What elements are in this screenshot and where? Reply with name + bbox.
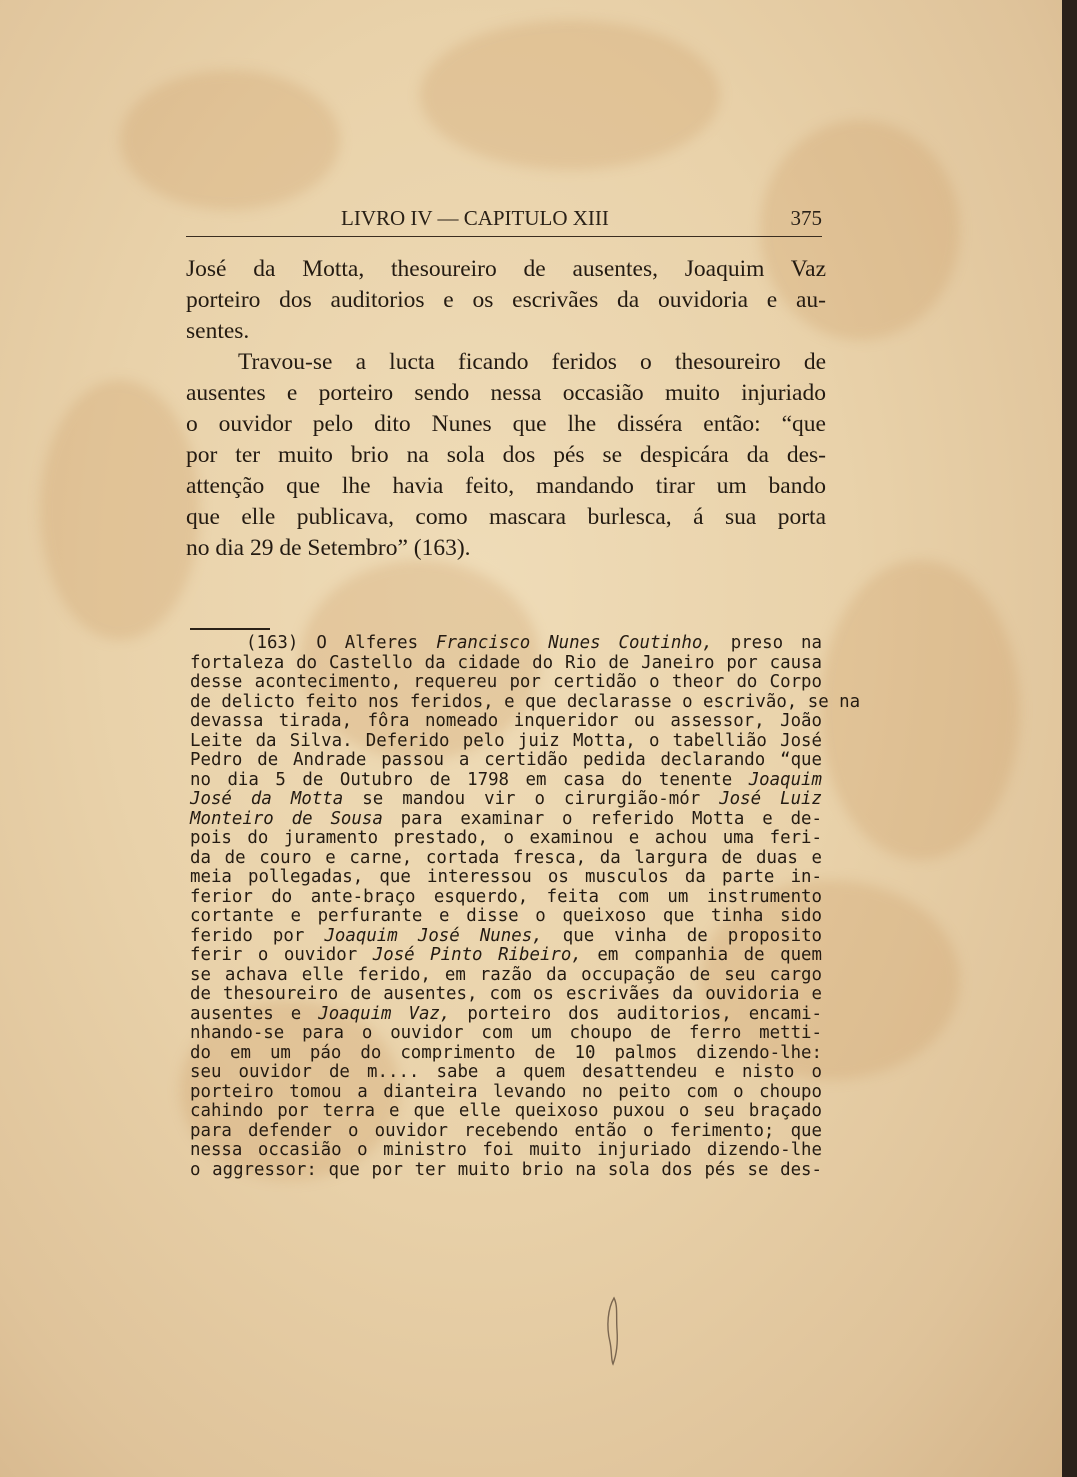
footnote-line: ausentes e Joaquim Vaz, porteiro dos auditorios, encami- <box>190 1003 823 1024</box>
footnote-line: pois do juramento prestado, o examinou e achou uma feri- <box>190 828 822 848</box>
body-text <box>186 254 826 564</box>
footnote-line: desse acontecimento, requereu por certidão o theor do Corpo <box>190 672 822 692</box>
footnote-line: o aggressor: que por ter muito brio na sola dos pés se des- <box>190 1159 822 1180</box>
body-line: que elle publicava, como mascara burlesca, á sua porta <box>186 504 826 530</box>
footnote-line: ferido por Joaquim José Nunes, que vinha de proposito <box>190 925 823 946</box>
paper-crease-mark <box>602 1296 624 1366</box>
body-line: sentes. <box>186 318 250 344</box>
footnote-line: (163) O Alferes Francisco Nunes Coutinho, preso na <box>246 633 822 653</box>
running-header <box>186 206 822 231</box>
footnote-line: cahindo por terra e que elle queixoso puxou o seu braçado <box>190 1101 822 1121</box>
footnote-line: para defender o ouvidor recebendo então o ferimento; que <box>190 1120 822 1141</box>
footnote-line: Monteiro de Sousa para examinar o referido Motta e de- <box>190 808 822 829</box>
chapter-title: LIVRO IV — CAPITULO XIII <box>341 206 609 230</box>
footnote-line: de thesoureiro de ausentes, com os escrivães da ouvidoria e <box>190 984 822 1004</box>
header-rule <box>186 236 822 237</box>
footnote-line: fortaleza do Castello da cidade do Rio de Janeiro por causa <box>190 652 822 673</box>
footnote <box>190 633 861 1180</box>
body-line: no dia 29 de Setembro” (163). <box>186 535 471 561</box>
footnote-line: devassa tirada, fôra nomeado inqueridor ou assessor, João <box>190 711 822 731</box>
body-line: José da Motta, thesoureiro de ausentes, Joaquim Vaz <box>186 256 826 282</box>
body-line: porteiro dos auditorios e os escrivães da ouvidoria e au- <box>186 287 826 313</box>
body-line: attenção que lhe havia feito, mandando tirar um bando <box>186 473 826 499</box>
footnote-rule <box>190 628 270 630</box>
footnote-line: no dia 5 de Outubro de 1798 em casa do tenente Joaquim <box>190 769 822 790</box>
body-line: por ter muito brio na sola dos pés se despicára da des- <box>186 442 826 468</box>
body-line: ausentes e porteiro sendo nessa occasião muito injuriado <box>186 380 826 406</box>
footnote-line: se achava elle ferido, em razão da occupação de seu cargo <box>190 964 822 985</box>
footnote-line: seu ouvidor de m.... sabe a quem desattendeu e nisto o <box>190 1062 822 1082</box>
footnote-line: nessa occasião o ministro foi muito injuriado dizendo-lhe <box>190 1140 822 1160</box>
footnote-line: ferir o ouvidor José Pinto Ribeiro, em companhia de quem <box>190 945 822 965</box>
body-line: o ouvidor pelo dito Nunes que lhe disséra então: “que <box>186 411 826 437</box>
footnote-line: ferior do ante-braço esquerdo, feita com um instrumento <box>190 886 822 907</box>
footnote-line: cortante e perfurante e disse o queixoso que tinha sido <box>190 906 822 926</box>
footnote-line: José da Motta se mandou vir o cirurgião-mór José Luiz <box>190 789 822 809</box>
footnote-line: nhando-se para o ouvidor com um choupo de ferro metti- <box>190 1023 822 1043</box>
footnote-line: porteiro tomou a dianteira levando no peito com o choupo <box>190 1081 822 1102</box>
footnote-line: de delicto feito nos feridos, e que declarasse o escrivão, se na <box>190 691 861 712</box>
body-line: Travou-se a lucta ficando feridos o thesoureiro de <box>238 349 826 375</box>
footnote-line: da de couro e carne, cortada fresca, da largura de duas e <box>190 847 822 868</box>
footnote-line: do em um páo do comprimento de 10 palmos dizendo-lhe: <box>190 1042 822 1063</box>
footnote-line: Pedro de Andrade passou a certidão pedida declarando “que <box>190 750 822 770</box>
page-number: 375 <box>790 206 822 230</box>
footnote-line: meia pollegadas, que interessou os musculos da parte in- <box>190 867 822 887</box>
footnote-line: Leite da Silva. Deferido pelo juiz Motta, o tabellião José <box>190 730 822 751</box>
